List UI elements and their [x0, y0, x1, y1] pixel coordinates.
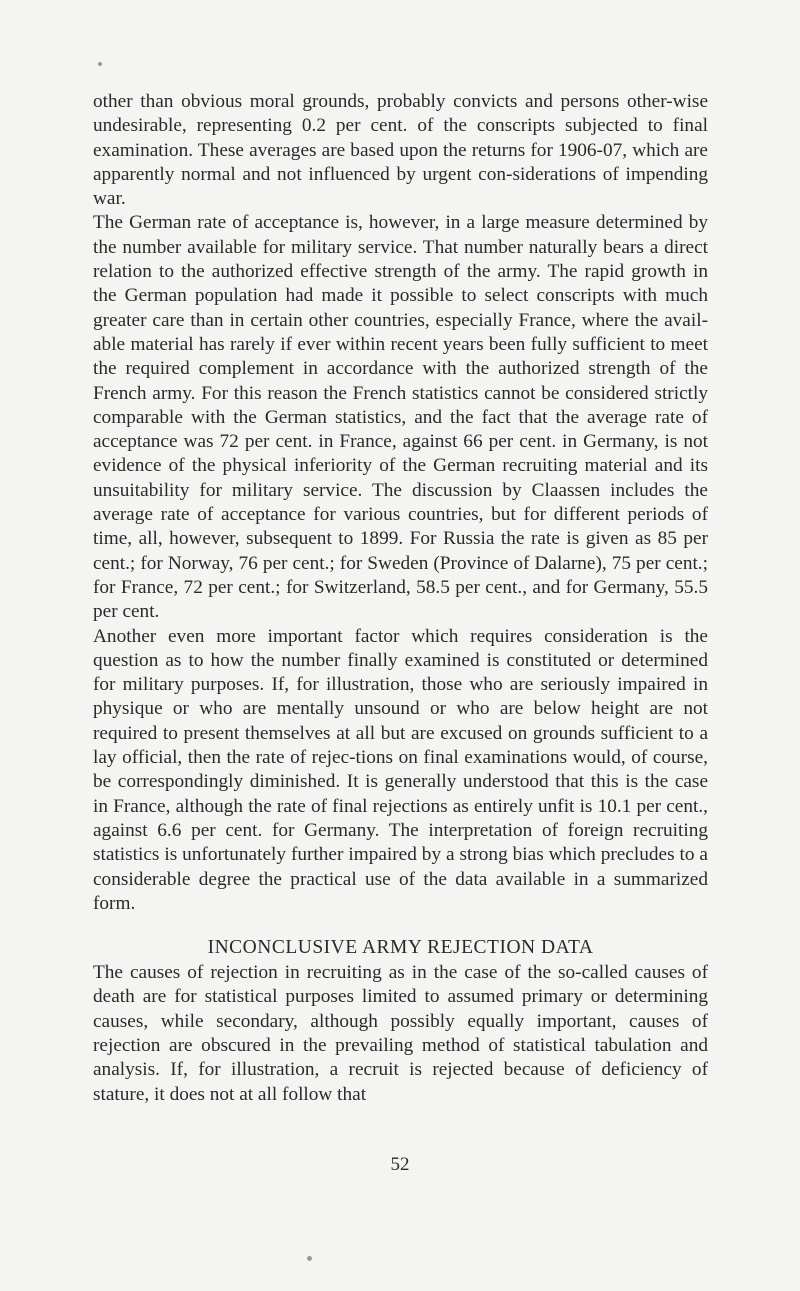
paragraph-1: other than obvious moral grounds, probably convicts and persons other-wise undesirable, representing 0.2 per cent. of the conscripts subjected to final examination. These averages are based upon the returns for 1906-07, which are apparently normal and not influenced by urgent con-siderations of impending war. — [93, 91, 708, 210]
paper-speck — [307, 1256, 312, 1261]
paragraph-2: The German rate of acceptance is, however, in a large measure determined by the number available for military service. That number naturally bears a direct relation to the authorized effective strength of the army. The rapid growth in the German population had made it possible to select conscripts with much greater care than in certain other countries, especially France, where the avail-able material has rarely if ever within recent years been fully sufficient to meet the required complement in accordance with the authorized strength of the French army. For this reason the French statistics cannot be considered strictly comparable with the German statistics, and the fact that the average rate of acceptance was 72 per cent. in France, against 66 per cent. in Germany, is not evidence of the physical inferiority of the German recruiting material and its unsuitability for military service. The discussion by Claassen includes the average rate of acceptance for various countries, but for different periods of time, all, however, subsequent to 1899. For Russia the rate is given as 85 per cent.; for Norway, 76 per cent.; for Sweden (Province of Dalarne), 75 per cent.; for France, 72 per cent.; for Switzerland, 58.5 per cent., and for Germany, 55.5 per cent. — [93, 212, 708, 623]
section-heading: INCONCLUSIVE ARMY REJECTION DATA — [207, 937, 594, 959]
page-number: 52 — [390, 1154, 410, 1175]
paragraph-3: Another even more important factor which requires consideration is the question as to how the number finally examined is constituted or determined for military purposes. If, for illustration, those who are seriously impaired in physique or who are mentally unsound or who are below height are not required to present themselves at all but are excused on grounds sufficient to a lay official, then the rate of rejec-tions on final examinations would, of course, be correspondingly diminished. It is generally understood that this is the case in France, although the rate of final rejections as entirely unfit is 10.1 per cent., against 6.6 per cent. for Germany. The interpretation of foreign recruiting statistics is unfortunately further impaired by a strong bias which precludes to a considerable degree the practical use of the data available in a summarized form. — [93, 625, 708, 914]
section-paragraph: The causes of rejection in recruiting as in the case of the so-called causes of death are for statistical purposes limited to assumed primary or determining causes, while secondary, although possibly equally important, causes of rejection are obscured in the prevailing method of statistical tabulation and analysis. If, for illustration, a recruit is rejected because of deficiency of stature, it does not at all follow that — [93, 962, 708, 1105]
page-body — [93, 90, 708, 1107]
paper-speck — [98, 62, 102, 66]
